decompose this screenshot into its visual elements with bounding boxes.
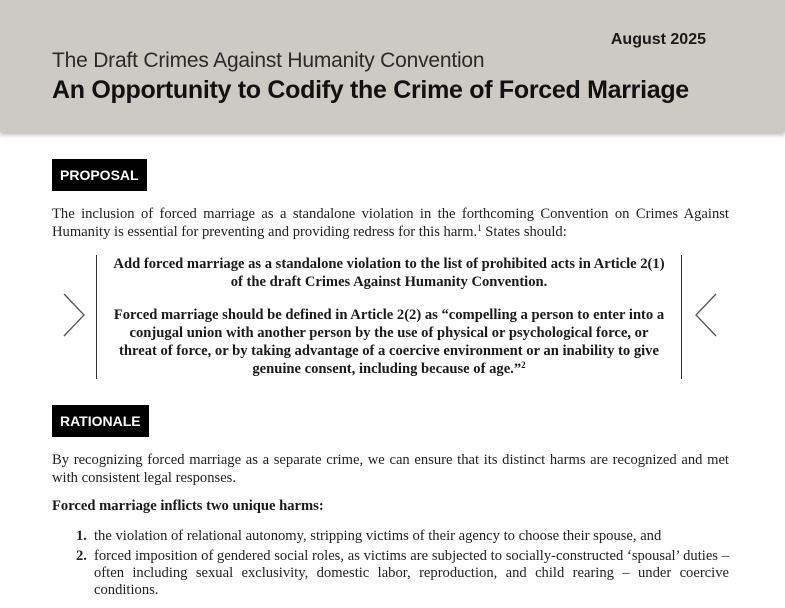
list-item (76, 528, 729, 545)
proposal-label: PROPOSAL (52, 159, 147, 191)
proposal-callout (96, 255, 682, 379)
callout-recommendation-2 (113, 306, 665, 378)
rationale-text: By recognizing forced marriage as a separate crime, we can ensure that its distinct harms are recognized and met with consistent legal responses. (52, 452, 729, 486)
callout-recommendation-1: Add forced marriage as a standalone violation to the list of prohibited acts in Article 2(1) of the draft Crimes Against Humanity Convention. (113, 256, 665, 290)
callout-definition-text: Forced marriage should be defined in Article 2(2) as “compelling a person to enter into a conjugal union with another person by the use of physical or psychological force, or threat of force, or by taking advantage of a coercive environment or an inability to give genuine consent, including because of age.” (113, 307, 665, 377)
list-item (76, 548, 729, 599)
footnote-2[interactable]: 2 (521, 360, 526, 370)
harms-heading: Forced marriage inflicts two unique harms: (52, 498, 324, 514)
list-text: the violation of relational autonomy, stripping victims of their agency to choose their spouse, and (94, 528, 662, 544)
list-text: forced imposition of gendered social roles, as victims are subjected to socially-constructed ‘spousal’ duties – often including sexual exclusivity, domestic labor, reproduction, and child rearing – under coercive conditions. (94, 548, 729, 598)
list-number: 1. (76, 528, 87, 544)
publication-date: August 2025 (610, 31, 706, 48)
proposal-intro-text: The inclusion of forced marriage as a standalone violation in the forthcoming Convention on Crimes Against Humanity is essential for preventing and providing redress for this harm. (52, 206, 729, 240)
document-title: An Opportunity to Codify the Crime of Forced Marriage (52, 76, 689, 104)
chevron-left-icon (692, 293, 718, 337)
footnote-1[interactable]: 1 (477, 223, 482, 233)
document-subtitle: The Draft Crimes Against Humanity Convention (52, 49, 485, 72)
proposal-intro (52, 205, 729, 241)
proposal-intro-tail: States should: (481, 224, 567, 240)
rationale-label: RATIONALE (52, 405, 149, 437)
header-banner (0, 0, 785, 132)
list-number: 2. (76, 548, 87, 564)
chevron-right-icon (62, 293, 88, 337)
